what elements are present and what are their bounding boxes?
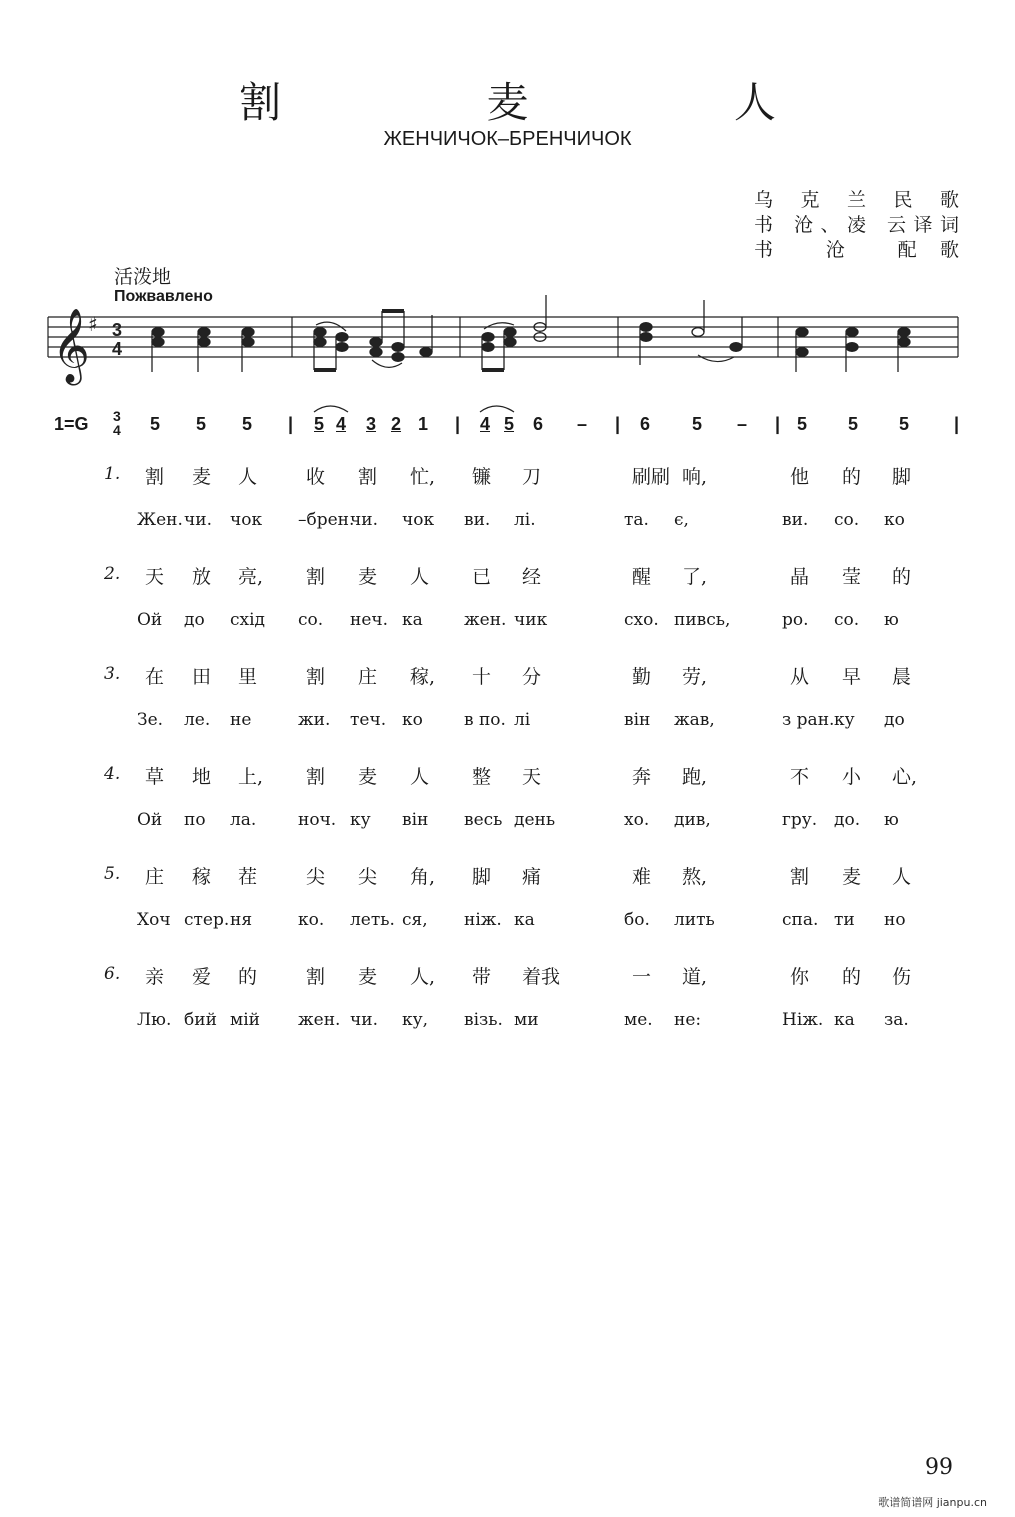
lyric-cn: 割 [145,466,165,488]
credit-translators: 书 沧、凌 云译词 [754,214,959,236]
note: 6 [533,414,544,434]
svg-text:4: 4 [112,339,123,359]
lyric-cn: 亲 [145,966,165,988]
lyric-ru: чок [230,510,263,530]
lyric-ru: Жен. [137,510,183,530]
lyric-cn: 分 [522,666,542,688]
lyric-cn: 割 [306,766,326,788]
note: 5 [899,414,910,434]
lyric-ru: Лю. [137,1010,172,1030]
treble-clef-icon: 𝄞 [52,309,90,383]
note: 3 [366,414,377,434]
lyric-cn: 道, [682,966,708,988]
dash: – [737,414,748,434]
lyric-ru: ла. [230,810,257,830]
lyric-cn: 的 [238,966,258,988]
lyric-cn: 勤 [632,666,652,688]
lyric-ru: жен. [464,610,507,630]
lyric-ru: ко [884,510,905,530]
lyric-cn: 心, [892,766,918,788]
barline: | [288,414,294,434]
lyric-ru: лить [674,910,715,930]
lyric-ru: Зе. [137,710,164,730]
lyric-ru: –брен. [298,510,355,530]
lyric-cn: 一 [632,966,652,988]
lyric-ru: лі. [514,510,536,530]
lyric-cn: 的 [842,466,862,488]
lyric-ru: леть. [350,910,395,930]
note: 6 [640,414,651,434]
lyric-ru: спа. [782,910,819,930]
lyric-ru: со. [298,610,324,630]
lyric-ru: хо. [624,810,650,830]
lyric-cn: 收 [306,466,326,488]
lyric-cn: 不 [790,766,810,788]
sharp-icon: ♯ [88,312,98,336]
note: 2 [391,414,402,434]
lyric-ru: ка [402,610,423,630]
lyric-cn: 奔 [632,766,652,788]
lyric-ru: гру. [782,810,818,830]
lyric-cn: 割 [306,666,326,688]
staff-notation [0,295,1015,390]
lyric-ru: жав, [674,710,715,730]
tempo-marking-ru: Пожвавлено [114,288,213,305]
lyric-ru: ю [884,610,899,630]
lyric-ru: ня [230,910,253,930]
lyric-cn: 人, [410,966,436,988]
lyric-ru: ко. [298,910,325,930]
lyric-ru: по [184,810,206,830]
lyric-ru: лі [514,710,531,730]
lyric-cn: 茬 [238,866,258,888]
lyric-ru: Ой [137,610,163,630]
lyric-ru: та. [624,510,649,530]
lyric-cn: 了, [682,566,708,588]
lyric-ru: бий [184,1010,217,1030]
lyric-ru: ніж. [464,910,502,930]
lyric-cn: 爱 [192,966,212,988]
lyric-ru: схід [230,610,266,630]
jianpu-slurs [0,398,1015,414]
lyric-cn: 天 [522,766,542,788]
lyric-cn: 亮, [238,566,264,588]
lyric-cn: 响, [682,466,708,488]
jianpu-row [0,408,1015,438]
lyric-cn: 上, [238,766,264,788]
lyric-ru: теч. [350,710,387,730]
lyric-cn: 痛 [522,866,542,888]
lyric-cn: 的 [892,566,912,588]
lyric-cn: 刷刷 [632,466,671,488]
note: 5 [692,414,703,434]
lyric-ru: ми [514,1010,539,1030]
lyric-cn: 带 [472,966,492,988]
lyric-ru: бо. [624,910,650,930]
watermark: 歌谱简谱网 jianpu.cn [878,1496,987,1509]
lyric-ru: ку, [402,1010,429,1030]
lyric-cn: 跑, [682,766,708,788]
verse-number: 4. [104,764,121,784]
lyric-ru: стер. [184,910,230,930]
lyric-cn: 熬, [682,866,708,888]
lyric-cn: 的 [842,966,862,988]
barline: | [775,414,781,434]
lyric-ru: со. [834,510,860,530]
lyric-cn: 地 [192,766,212,788]
lyric-ru: ви. [464,510,491,530]
lyric-cn: 人 [238,466,258,488]
lyric-cn: 难 [632,866,652,888]
lyric-ru: ко [402,710,423,730]
lyric-cn: 从 [790,666,810,688]
lyric-cn: 放 [192,566,212,588]
lyric-cn: 天 [145,566,165,588]
lyric-cn: 在 [145,666,165,688]
note: 5 [504,414,515,434]
lyric-cn: 经 [522,566,542,588]
song-title: 割 麦 人 [239,78,872,127]
lyric-cn: 麦 [358,966,378,988]
lyric-cn: 尖 [358,866,378,888]
lyric-cn: 尖 [306,866,326,888]
lyric-cn: 醒 [632,566,652,588]
lyric-cn: 他 [790,466,810,488]
lyric-cn: 忙, [410,466,436,488]
lyric-ru: Ніж. [782,1010,824,1030]
lyric-cn: 刀 [522,466,542,488]
lyric-ru: чи. [350,510,378,530]
key-signature: 1=G [54,414,89,434]
lyric-ru: візь. [464,1010,503,1030]
lyric-cn: 稼 [192,866,212,888]
barline: | [455,414,461,434]
lyric-ru: со. [834,610,860,630]
lyric-cn: 麦 [192,466,212,488]
note: 1 [418,414,429,434]
credit-origin: 乌 克 兰 民 歌 [754,189,959,211]
lyric-ru: неч. [350,610,389,630]
time-signature-bottom: 4 [113,422,121,438]
lyric-cn: 人 [410,566,430,588]
note: 5 [848,414,859,434]
time-signature-top: 3 [113,408,121,424]
lyric-cn: 小 [842,766,862,788]
lyric-cn: 割 [306,966,326,988]
lyric-ru: но [884,910,906,930]
lyric-cn: 割 [306,566,326,588]
lyric-ru: ка [834,1010,855,1030]
lyric-cn: 脚 [892,466,912,488]
lyric-ru: мій [230,1010,260,1030]
lyric-cn: 着我 [522,966,561,988]
lyric-cn: 里 [238,666,258,688]
lyric-ru: див, [674,810,711,830]
lyric-ru: ся, [402,910,428,930]
lyric-ru: ле. [184,710,211,730]
lyric-cn: 庄 [358,666,378,688]
verse-number: 2. [104,564,121,584]
lyric-cn: 伤 [892,966,912,988]
lyric-cn: 莹 [842,566,862,588]
lyric-cn: 晶 [790,566,810,588]
lyric-ru: з ран. [782,710,835,730]
lyric-cn: 稼, [410,666,436,688]
note: 5 [196,414,207,434]
note: 5 [150,414,161,434]
tempo-marking-cn: 活泼地 [114,266,172,288]
lyric-ru: чок [402,510,435,530]
svg-text:3: 3 [112,320,123,340]
note: 5 [242,414,253,434]
lyric-ru: Ой [137,810,163,830]
lyric-ru: ю [884,810,899,830]
lyric-ru: він [402,810,429,830]
lyric-ru: чик [514,610,548,630]
verse-number: 6. [104,964,121,984]
lyric-ru: жи. [298,710,331,730]
note: 4 [336,414,347,434]
lyric-ru: ме. [624,1010,653,1030]
lyric-cn: 整 [472,766,492,788]
dash: – [577,414,588,434]
lyric-ru: ти [834,910,855,930]
credits [754,188,959,263]
lyric-cn: 田 [192,666,212,688]
lyric-cn: 十 [472,666,492,688]
lyric-ru: день [514,810,556,830]
note: 4 [480,414,491,434]
lyric-cn: 镰 [472,466,492,488]
lyric-ru: чи. [350,1010,378,1030]
credit-arranger: 书 沧 配歌 [754,239,959,261]
lyric-ru: в по. [464,710,506,730]
verse-number: 1. [104,464,121,484]
lyric-ru: до. [834,810,861,830]
lyric-cn: 麦 [358,566,378,588]
lyric-ru: він [624,710,651,730]
lyric-ru: схо. [624,610,659,630]
lyric-cn: 麦 [358,766,378,788]
lyric-cn: 庄 [145,866,165,888]
lyric-ru: не: [674,1010,702,1030]
song-subtitle: ЖЕНЧИЧОК–БРЕНЧИЧОК [383,128,632,150]
lyric-ru: за. [884,1010,909,1030]
lyric-ru: до [184,610,205,630]
verse-number: 3. [104,664,121,684]
lyric-cn: 脚 [472,866,492,888]
lyric-ru: ку [834,710,855,730]
verse-number: 5. [104,864,121,884]
lyric-ru: пивсь, [674,610,731,630]
note: 5 [797,414,808,434]
lyric-cn: 劳, [682,666,708,688]
lyric-cn: 麦 [842,866,862,888]
lyric-cn: 角, [410,866,436,888]
lyric-cn: 人 [892,866,912,888]
lyric-ru: ноч. [298,810,337,830]
lyric-ru: Хоч [137,910,171,930]
page-number: 99 [925,1455,953,1480]
lyric-cn: 晨 [892,666,912,688]
lyric-cn: 人 [410,766,430,788]
lyric-cn: 割 [358,466,378,488]
lyric-ru: ро. [782,610,809,630]
lyric-cn: 已 [472,566,492,588]
lyric-ru: жен. [298,1010,341,1030]
lyric-ru: чи. [184,510,212,530]
lyric-ru: весь [464,810,503,830]
lyric-cn: 草 [145,766,165,788]
lyric-ru: ви. [782,510,809,530]
lyric-ru: ка [514,910,535,930]
lyric-ru: не [230,710,252,730]
lyric-cn: 你 [790,966,810,988]
lyric-cn: 割 [790,866,810,888]
lyric-ru: до [884,710,905,730]
lyric-cn: 早 [842,666,862,688]
barline: | [615,414,621,434]
barline: | [954,414,960,434]
lyric-ru: ку [350,810,371,830]
note: 5 [314,414,325,434]
lyric-ru: є, [674,510,689,530]
